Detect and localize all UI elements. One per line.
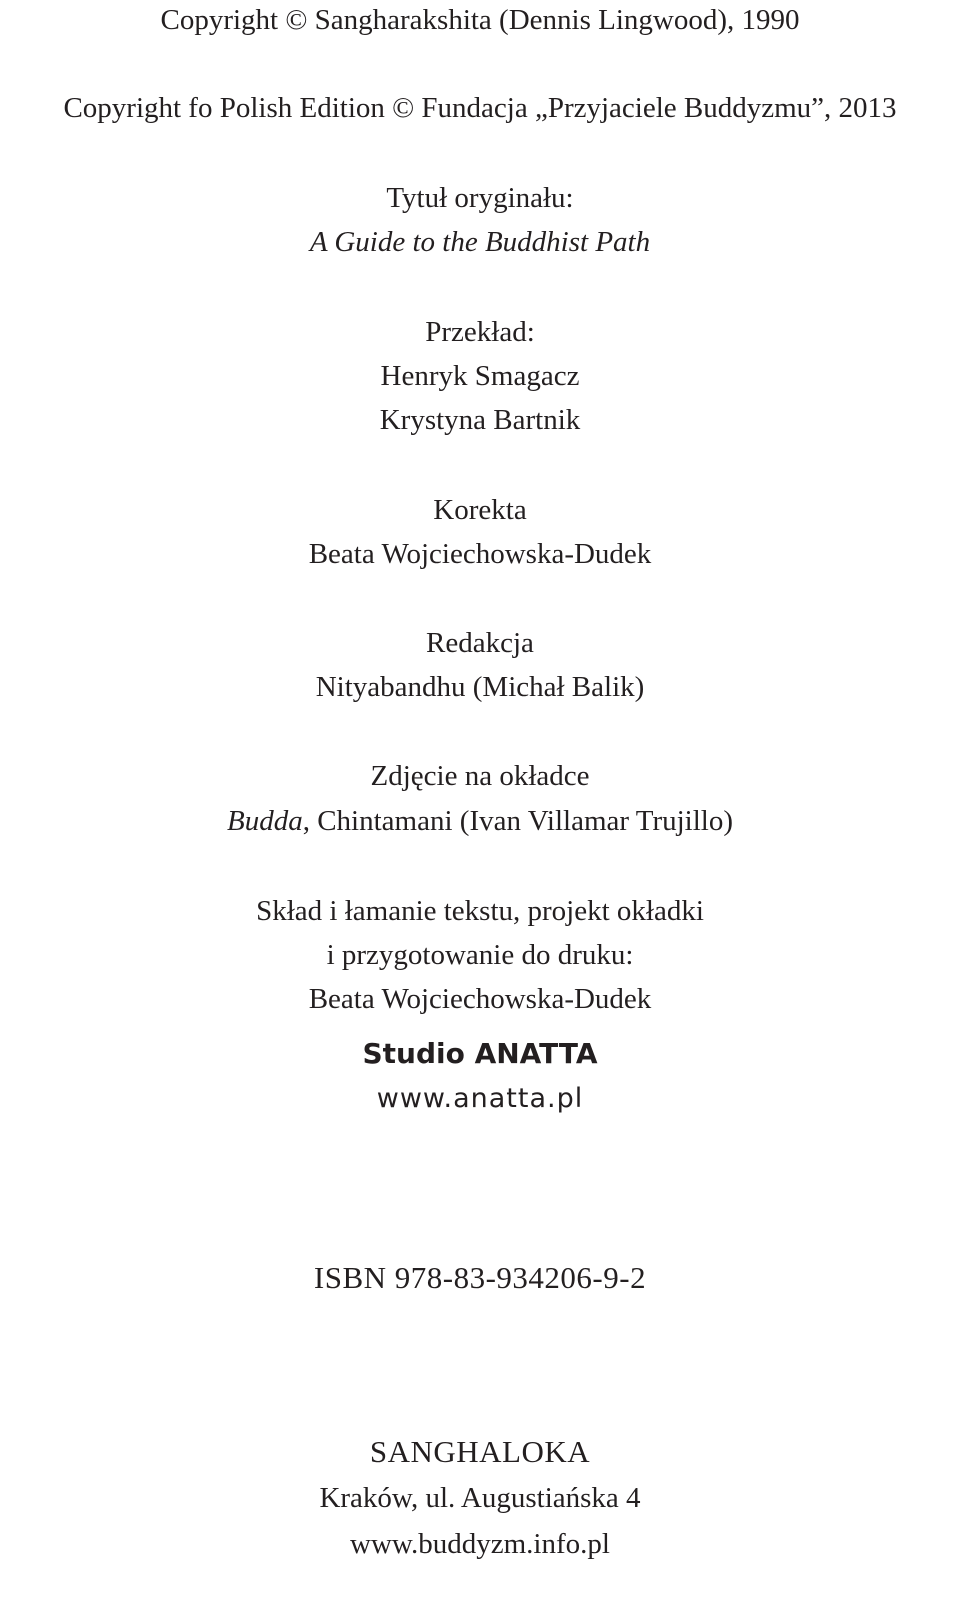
isbn: ISBN 978-83-934206-9-2 xyxy=(313,1260,647,1295)
translation-label: Przekład: xyxy=(425,316,535,348)
cover-photo-credit: , Chintamani (Ivan Villamar Trujillo) xyxy=(302,805,733,837)
translator-name: Henryk Smagacz xyxy=(380,360,580,392)
typesetter-name: Beata Wojciechowska-Dudek xyxy=(308,983,652,1015)
cover-photo-work-title: Budda xyxy=(227,805,303,837)
studio-name: Studio ANATTA xyxy=(362,1037,598,1070)
studio-url: www.anatta.pl xyxy=(376,1083,584,1114)
original-title: A Guide to the Buddhist Path xyxy=(309,226,651,258)
copyright-original: Copyright © Sangharakshita (Dennis Lingwood), 1990 xyxy=(160,4,800,36)
cover-photo-label: Zdjęcie na okładce xyxy=(370,760,590,792)
proofreader-name: Beata Wojciechowska-Dudek xyxy=(308,538,652,570)
publisher-name: SANGHALOKA xyxy=(369,1434,591,1469)
copyright-polish-edition: Copyright fo Polish Edition © Fundacja „Przyjaciele Buddyzmu”, 2013 xyxy=(63,92,897,124)
cover-photo-credit-line xyxy=(0,803,960,839)
typesetting-label-line2: i przygotowanie do druku: xyxy=(326,939,634,971)
publisher-url: www.buddyzm.info.pl xyxy=(350,1528,610,1560)
editor-name: Nityabandhu (Michał Balik) xyxy=(315,671,645,703)
editing-label: Redakcja xyxy=(426,627,534,659)
original-title-label: Tytuł oryginału: xyxy=(386,182,574,214)
publisher-address: Kraków, ul. Augustiańska 4 xyxy=(319,1482,641,1514)
translator-name: Krystyna Bartnik xyxy=(379,404,581,436)
proofreading-label: Korekta xyxy=(433,494,527,526)
typesetting-label-line1: Skład i łamanie tekstu, projekt okładki xyxy=(256,895,704,927)
